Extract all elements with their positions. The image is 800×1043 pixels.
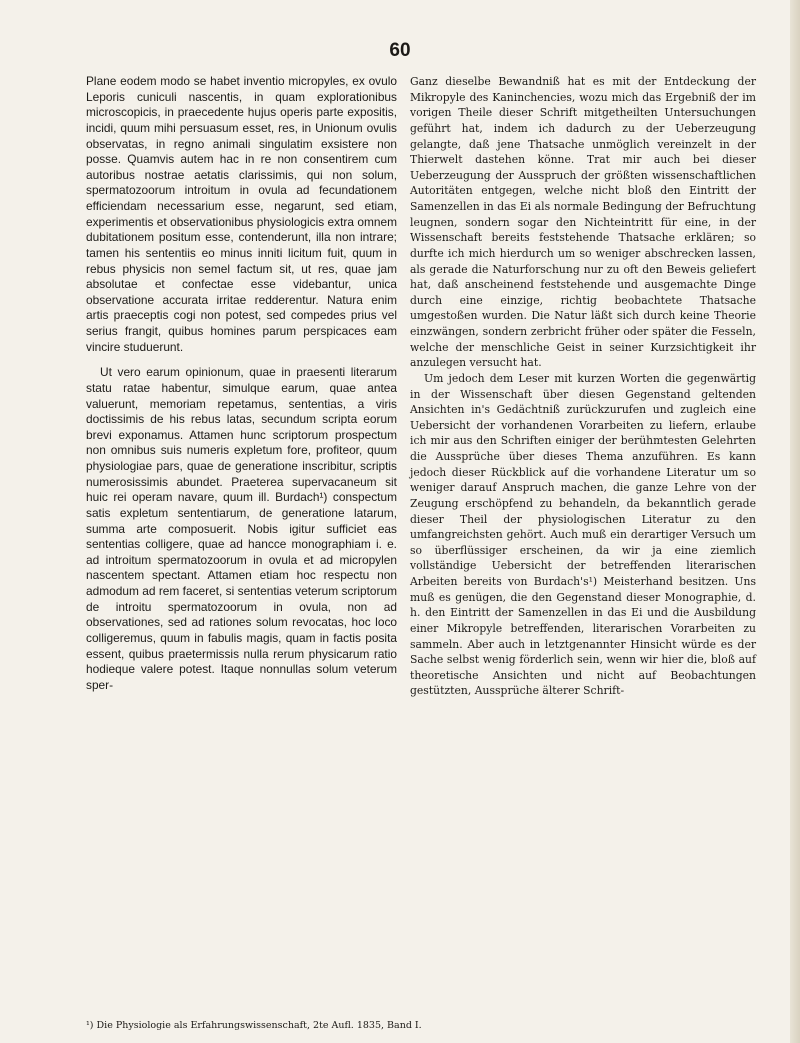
page-edge xyxy=(790,0,800,1043)
page-number: 60 xyxy=(389,40,411,61)
latin-paragraph: Ut vero earum opinionum, quae in praesenti literarum statu ratae habentur, simulque earum, quae antea valuerunt, memoriam repetamus, sententias, a viris doctissimis de his rebus latas, secundum scripta eorum brevi exponamus. Attamen hunc scriptorum prospectum non omnibus suis numeris expletum fore, profiteor, quum physiologiae pars, quae de generatione inscribitur, scriptis numerosissimis abundet. Praeterea supervacaneum sit huic rei operam navare, quum ill. Burdach¹) conspectum satis expletum sententiarum, de generatione latarum, summa arte composuerit. Nobis igitur sufficiet eas sententias colligere, quae ad hancce monographiam i. e. ad introitum spermatozoorum in ovula et ad micropylen nascentem spectant. Attamen etiam hoc respectu non admodum ad rem faceret, si sententias veterum scriptorum de introitu spermatozoorum in ovula, non ad observationes, sed ad rationes solum revocatas, hoc loco colligeremus, quum in fabulis magis, quam in factis posita essent, quibus praetermissis nulla rerum physicarum ratio hodieque valere potest. Itaque nonnullas solum veterum sper- xyxy=(86,365,397,692)
german-paragraph: Um jedoch dem Leser mit kurzen Worten die gegenwärtig in der Wissenschaft über diesen Gegenstand geltenden Ansichten in's Gedächtniß zurückzurufen und zugleich eine Uebersicht der vorhandenen Vorarbeiten zu liefern, erlaube ich mir aus den Schriften einiger der berühmtesten Gelehrten die Aussprüche über dieses Thema anzuführen. Es kann jedoch dieser Rückblick auf die vorhandene Literatur um so weniger darauf Anspruch machen, die ganze Lehre von der Zeugung erschöpfend zu behandeln, da bekanntlich gerade dieser Theil der physiologischen Literatur zu den umfangreichsten gehört. Auch muß ein derartiger Versuch um so überflüssiger erscheinen, da wir ja eine ziemlich vollständige Uebersicht der betreffenden literarischen Arbeiten bereits von Burdach's¹) Meisterhand besitzen. Uns muß es genügen, die den Gegenstand dieser Monographie, d. h. den Eintritt der Samenzellen in das Ei und die Ausbildung einer Mikropyle betreffenden, literarischen Vorarbeiten zu sammeln. Aber auch in letztgenannter Hinsicht würde es der Sache selbst wenig förderlich sein, wenn wir hier die, bloß auf theoretische Ansichten und nicht auf Beobachtungen gestützten, Aussprüche älterer Schrift- xyxy=(410,371,756,698)
latin-paragraph: Plane eodem modo se habet inventio micropyles, ex ovulo Leporis cuniculi nascentis, in quam explorationibus microscopicis, in praecedente hujus operis parte expositis, incidi, quum mihi persuasum esset, res, in Unionum ovulis observatas, in regno animali singulatim exsistere non posse. Quamvis autem hac in re non consentirem cum autoribus nostrae aetatis clarissimis, qui non solum, spermatozoorum introitum in ovula ad fecundationem efficiendam necessarium esse, negarunt, sed etiam, experimentis et observationibus physiologicis extra omnem dubitationem positum esse, contenderunt, illa non intrare; tamen his sententiis eo minus inniti licitum fuit, quum in rebus physicis non semel factum sit, ut res, quae jam absolutae et confectae esse videbantur, unica observatione accurata irritae redderentur. Natura enim artis praeceptis cogi non potest, sed compedes prius vel serius frangit, quibus homines parum perspicaces eam vincire studuerunt. xyxy=(86,74,397,354)
german-paragraph: Ganz dieselbe Bewandniß hat es mit der Entdeckung der Mikropyle des Kaninchencies, wozu mich das Ergebniß der im vorigen Theile dieser Schrift mitgetheilten Untersuchungen geführt hat, indem ich dadurch zu der Ueberzeugung gelangte, daß jene Thatsache unmöglich vereinzelt in der Thierwelt dastehen könne. Trat mir auch bei dieser Ueberzeugung der Ausspruch der größten wissenschaftlichen Autoritäten entgegen, welche nicht bloß den Eintritt der Samenzellen in das Ei als normale Bedingung der Befruchtung leugnen, sondern sogar den Nichteintritt für eine, in der Wissenschaft bereits feststehende Thatsache erklären; so durfte ich mich hierdurch um so weniger abschrecken lassen, als gerade die Naturforschung nur zu oft den Beweis geliefert hat, daß anscheinend feststehende und ausgemachte Dinge durch eine einzige, richtig beobachtete Thatsache umgestoßen wurden. Die Natur läßt sich durch keine Theorie einzwängen, sondern zerbricht früher oder später die Fesseln, welche der menschliche Geist in seiner Kurzsichtigkeit ihr anzulegen versucht hat. xyxy=(410,75,756,370)
latin-column xyxy=(86,74,397,693)
german-column xyxy=(410,74,756,699)
footnote: ¹) Die Physiologie als Erfahrungswissenschaft, 2te Aufl. 1835, Band I. xyxy=(86,1020,422,1031)
